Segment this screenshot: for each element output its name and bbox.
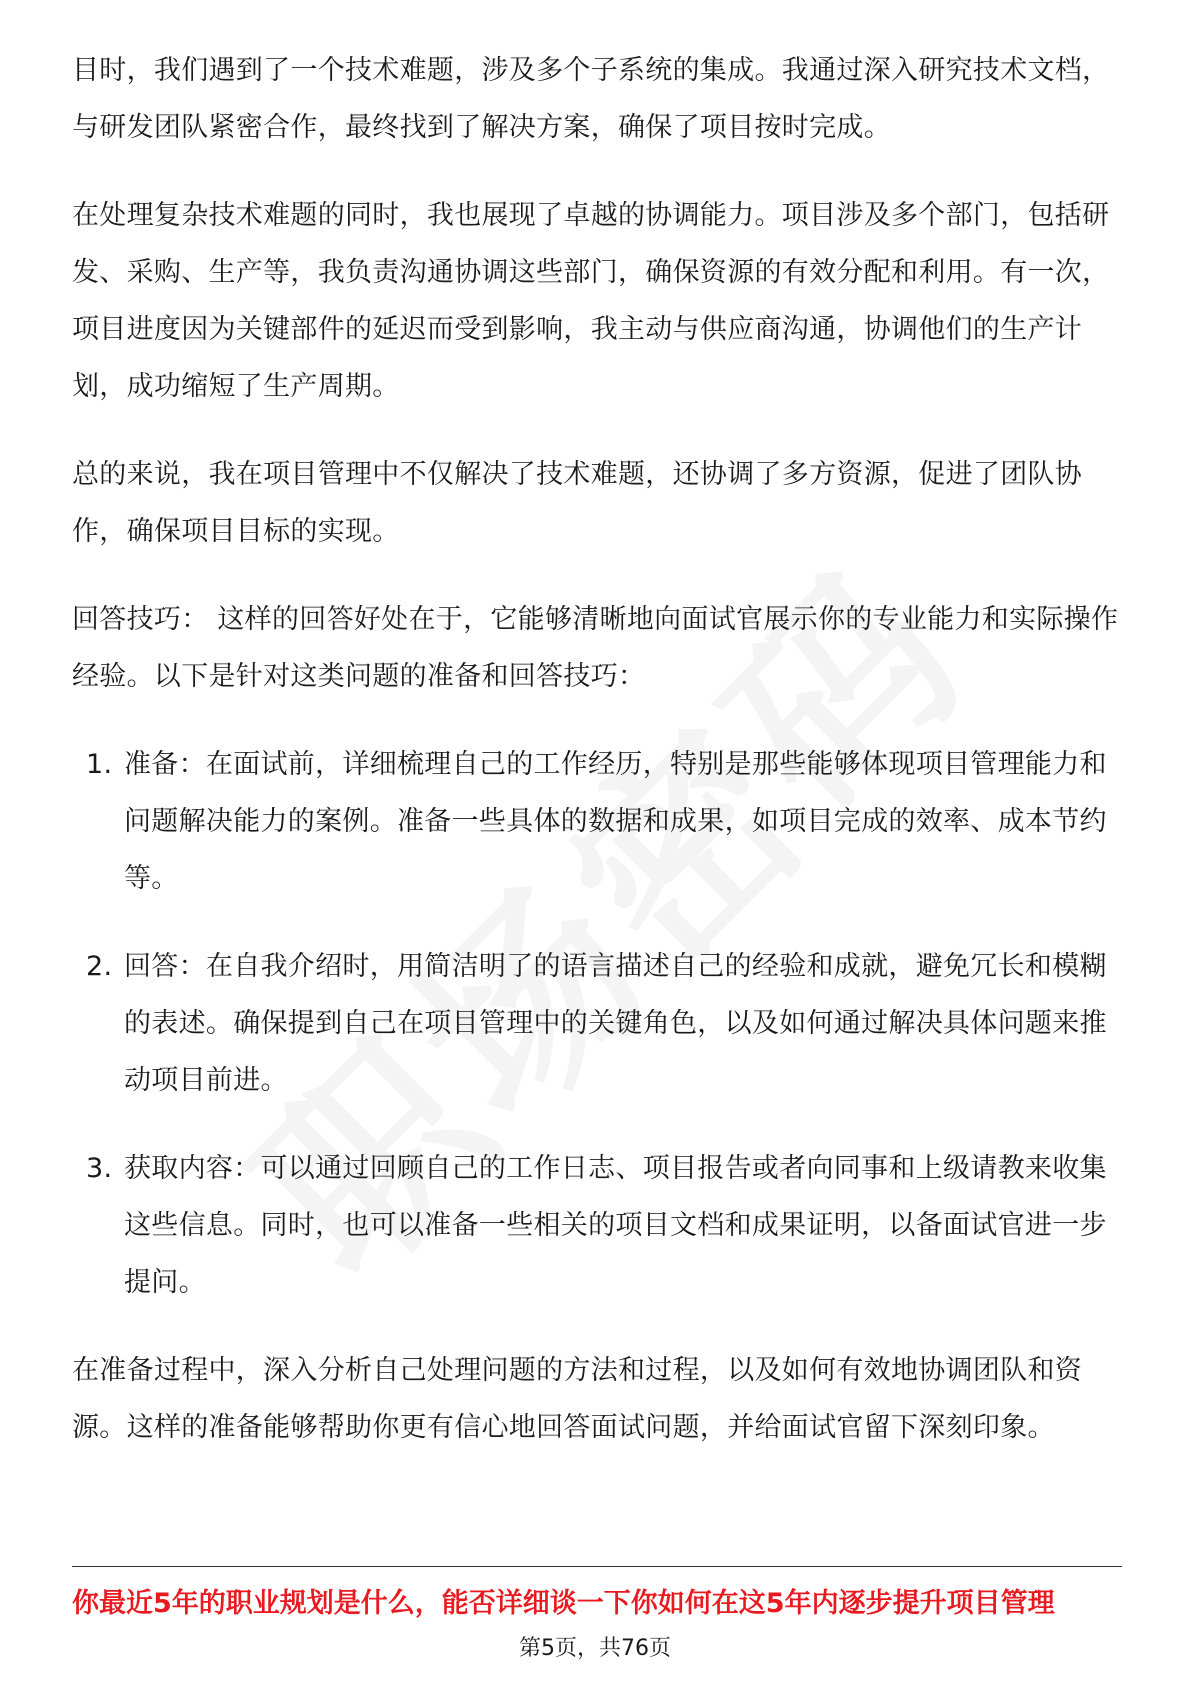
list-item-number: 3. xyxy=(86,1153,113,1184)
document-body xyxy=(72,42,1122,1487)
paragraph-closing: 在准备过程中，深入分析自己处理问题的方法和过程，以及如何有效地协调团队和资源。这样的准备能够帮助你更有信心地回答面试问题，并给面试官留下深刻印象。 xyxy=(72,1355,1083,1443)
list-item-number: 1. xyxy=(86,749,113,780)
list-item-text: 获取内容：可以通过回顾自己的工作日志、项目报告或者向同事和上级请教来收集这些信息。同时，也可以准备一些相关的项目文档和成果证明，以备面试官进一步提问。 xyxy=(124,1153,1107,1298)
paragraph-coordination: 在处理复杂技术难题的同时，我也展现了卓越的协调能力。项目涉及多个部门，包括研发、采购、生产等，我负责沟通协调这些部门，确保资源的有效分配和利用。有一次，项目进度因为关键部件的延迟而受到影响，我主动与供应商沟通，协调他们的生产计划，成功缩短了生产周期。 xyxy=(72,200,1110,402)
footer-divider xyxy=(72,1566,1122,1567)
list-item xyxy=(72,938,1122,1109)
tips-list xyxy=(72,736,1122,1311)
list-item xyxy=(72,1140,1122,1311)
list-item-text: 准备：在面试前，详细梳理自己的工作经历，特别是那些能够体现项目管理能力和问题解决能力的案例。准备一些具体的数据和成果，如项目完成的效率、成本节约等。 xyxy=(124,749,1107,894)
list-item-number: 2. xyxy=(86,951,113,982)
paragraph-summary: 总的来说，我在项目管理中不仅解决了技术难题，还协调了多方资源，促进了团队协作，确保项目目标的实现。 xyxy=(72,459,1083,547)
paragraph-answer-tips: 回答技巧： 这样的回答好处在于，它能够清晰地向面试官展示你的专业能力和实际操作经验。以下是针对这类问题的准备和回答技巧： xyxy=(72,604,1119,692)
paragraph-project-integration: 目时，我们遇到了一个技术难题，涉及多个子系统的集成。我通过深入研究技术文档，与研发团队紧密合作，最终找到了解决方案，确保了项目按时完成。 xyxy=(72,55,1110,143)
list-item xyxy=(72,736,1122,907)
next-question-heading: 你最近5年的职业规划是什么，能否详细谈一下你如何在这5年内逐步提升项目管理 xyxy=(72,1588,1055,1619)
list-item-text: 回答：在自我介绍时，用简洁明了的语言描述自己的经验和成就，避免冗长和模糊的表述。确保提到自己在项目管理中的关键角色，以及如何通过解决具体问题来推动项目前进。 xyxy=(124,951,1107,1096)
page-number: 第5页，共76页 xyxy=(519,1636,671,1661)
